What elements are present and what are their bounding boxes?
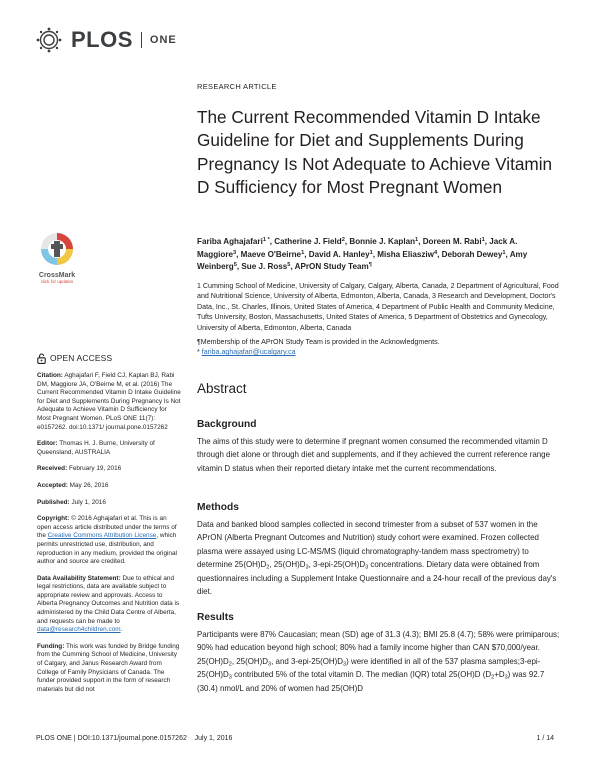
- page-number: 1 / 14: [536, 735, 554, 742]
- corresponding-email-link[interactable]: fariba.aghajafari@ucalgary.ca: [201, 348, 296, 357]
- crossmark-badge[interactable]: [38, 232, 76, 284]
- received-block: [37, 465, 182, 474]
- results-text-g: ) was 92.7 (30.4) nmol/L and 20% of women had 25(OH)D: [197, 670, 545, 693]
- author-name: Deborah Dewey: [441, 249, 503, 259]
- corresponding-star: *: [197, 348, 200, 357]
- open-access-label: OPEN ACCESS: [50, 353, 113, 364]
- author-name: Bonnie J. Kaplan: [349, 237, 416, 246]
- results-text-b: , 25(OH)D: [231, 656, 269, 666]
- results-text-e: contributed 5% of the total vitamin D. The median (IQR) total 25(OH)D (D: [231, 670, 492, 680]
- article-title: The Current Recommended Vitamin D Intake Guideline for Diet and Supplements During Pregnancy Is Not Adequate to Achieve Vitamin D Sufficiency for Most Pregnant Women: [197, 107, 553, 197]
- results-sub-epi-d3-b: 3: [228, 674, 232, 681]
- author-affiliation-sup: 1: [301, 249, 305, 256]
- author-name: Catherine J. Field: [274, 237, 342, 246]
- copyright-block: [37, 515, 182, 567]
- background-text: The aims of this study were to determine if pregnant women consumed the recommended vitamin D through diet alone or through diet and supplements, and if they achieved the current reference range vitamin D status when their reported dietary intake met the current recommendations.: [197, 437, 551, 473]
- received-label: Received:: [37, 465, 68, 473]
- plos-logo-icon: [36, 27, 66, 53]
- data-availability-label: Data Availability Statement:: [37, 574, 121, 582]
- crossmark-label: CrossMark: [38, 272, 76, 279]
- author-affiliation-sup: 1: [369, 249, 373, 256]
- footer-citation: PLOS ONE | DOI:10.1371/journal.pone.0157262 July 1, 2016: [36, 735, 233, 742]
- open-lock-icon: [37, 353, 46, 364]
- data-availability-block: [37, 575, 182, 635]
- received-date: February 19, 2016: [67, 465, 122, 473]
- results-sub-d2: 2: [228, 661, 232, 668]
- author-affiliation-sup: 1 *: [262, 236, 270, 243]
- published-block: [37, 499, 182, 508]
- affiliations: 1 Cumming School of Medicine, University of Calgary, Calgary, Alberta, Canada, 2 Department of Agricultural, Food and Nutritional Science, University of Alberta, Edmonton, Alberta, Canada, 3 Research and Development, Doctor's Data, Inc., St. Charles, Illinois, United States of America, 4 Department of Public Health and Community Medicine, Tufts University, Boston, Massachusetts, United States of America, 5 Department of Obstetrics and Gynecology, University of Alberta, Edmonton, Alberta, Canada: [197, 282, 559, 332]
- logo-divider: [141, 32, 142, 48]
- crossmark-icon: [40, 232, 74, 266]
- background-heading: Background: [197, 419, 257, 430]
- author-name: Amy Weinberg: [197, 249, 528, 272]
- author-affiliation-sup: ¶: [368, 262, 372, 269]
- license-link[interactable]: Creative Commons Attribution License: [47, 532, 157, 540]
- funding-label: Funding:: [37, 642, 65, 650]
- results-sub-epi-d3: 3: [343, 661, 347, 668]
- membership-note: ¶Membership of the APrON Study Team is provided in the Acknowledgments.: [197, 338, 440, 346]
- data-availability-text: Due to ethical and legal restrictions, data are available subject to appropriate review and approvals. Access to Alberta Pregnancy Outcomes and Nutrition data is administered by the Child Data Centre of Alberta, and requests can be made to: [37, 574, 180, 625]
- accepted-label: Accepted:: [37, 481, 68, 489]
- plos-logo[interactable]: [36, 27, 177, 53]
- editor-block: [37, 440, 182, 457]
- methods-heading: Methods: [197, 502, 239, 513]
- methods-text: [197, 518, 563, 598]
- journal-name: ONE: [149, 34, 177, 46]
- logo-wordmark: PLOS: [71, 27, 133, 52]
- author-affiliation-sup: 1: [502, 249, 506, 256]
- methods-text-a: Data and banked blood samples collected in second trimester from a subset of 537 women in the APrON (Alberta Pregnant Outcomes and Nutrition) study cohort were examined. Frozen collected plasma were assayed using LC-MS/MS (liquid chromatography-tandem mass spectrometry) to determine 25(OH)D: [197, 520, 539, 570]
- results-text-d: ) were identified in all of the 537 plasma samples;3-epi-25(OH)D: [197, 656, 541, 680]
- editor-label: Editor:: [37, 440, 58, 448]
- results-text-f: +D: [494, 670, 505, 680]
- accepted-date: May 26, 2016: [67, 481, 109, 489]
- funding-text: This work was funded by Bridge funding from the Cumming School of Medicine, University of Calgary, and Janus Research Award from College of Family Physicians of Canada. The funder provided support in the form of research materials but did not: [37, 642, 180, 693]
- author-notes: [197, 337, 557, 358]
- article-info-sidebar: [37, 353, 182, 702]
- author-list: Fariba Aghajafari$^{1 *}$, Catherine J. Field$^2$, Bonnie J. Kaplan$^1$, Doreen M. Rabi$^1$, Jack A. Maggiore$^3$, Maeve O'Beirne$^1$, David A. Hanley$^1$, Misha Eliasziw$^4$, Deborah Dewey$^1$, Amy Weinberg$^5$, Sue J. Ross$^5$, APrON Study Team¶: [197, 236, 528, 272]
- citation-block: [37, 372, 182, 432]
- published-date: July 1, 2016: [69, 498, 106, 506]
- data-request-email-link[interactable]: data@research4children.com: [37, 626, 121, 634]
- author-name: Doreen M. Rabi: [422, 237, 482, 246]
- author-name: Maeve O'Beirne: [240, 249, 302, 259]
- data-availability-end: .: [120, 626, 123, 634]
- author-affiliation-sup: 5: [233, 262, 237, 269]
- author-affiliation-sup: 1: [481, 236, 485, 243]
- citation-text: Aghajafari F, Field CJ, Kaplan BJ, Rabi DM, Maggiore JA, O'Beirne M, et al. (2016) The Current Recommended Vitamin D Intake Guideline for Diet and Supplements During Pregnancy Is Not Adequate to Achieve Vitamin D Sufficiency for Most Pregnant Women. PLoS ONE 11(7): e0157262. doi:10.1371/ journal.pone.0157262: [37, 372, 181, 431]
- results-heading: Results: [197, 612, 234, 623]
- author-name: Misha Eliasziw: [377, 249, 434, 259]
- corresponding-email-line: [197, 347, 557, 357]
- editor-text: Thomas H. J. Burne, University of Queensland, AUSTRALIA: [37, 440, 155, 456]
- author-name: Jack A. Maggiore: [197, 237, 518, 259]
- abstract-heading: Abstract: [197, 381, 247, 396]
- crossmark-sub: click for updates: [40, 279, 74, 284]
- author-affiliation-sup: 5: [287, 262, 291, 269]
- author-affiliation-sup: 2: [341, 236, 345, 243]
- citation-label: Citation:: [37, 372, 63, 379]
- methods-text-b: , 25(OH)D: [269, 560, 306, 570]
- author-name: Fariba Aghajafari: [197, 237, 263, 246]
- results-sub-total-d2: 2: [491, 674, 495, 681]
- results-sub-d3: 3: [268, 661, 272, 668]
- author-affiliation-sup: 1: [415, 236, 419, 243]
- methods-sub-d3: 3: [305, 564, 309, 571]
- methods-sub-d2: 2: [266, 564, 270, 571]
- methods-text-d: concentrations. Dietary data were obtained from questionnaires including a Supplement Intake Questionnaire and a 24-hour recall of the previous day's diet.: [197, 560, 557, 597]
- copyright-label: Copyright:: [37, 515, 70, 523]
- author-name: Sue J. Ross: [241, 262, 288, 272]
- accepted-block: [37, 482, 182, 491]
- results-text-a: Participants were 87% Caucasian; mean (SD) age of 31.3 (4.3); BMI 25.8 (4.7); 58% were primiparous; 90% had education beyond high school; 80% had a family income higher than CAN $70,000/year. 25(OH)D: [197, 630, 560, 666]
- results-sub-total-d3: 3: [504, 674, 508, 681]
- published-label: Published:: [37, 498, 70, 506]
- copyright-text-pre: © 2016 Aghajafari et al. This is an open access article distributed under the terms of the: [37, 515, 177, 540]
- author-name: David A. Hanley: [308, 249, 370, 259]
- results-text-c: , and 3-epi-25(OH)D: [271, 656, 344, 666]
- methods-text-c: , 3-epi-25(OH)D: [308, 560, 366, 570]
- results-text: [197, 628, 563, 695]
- funding-block: [37, 643, 182, 695]
- open-access-badge: [37, 353, 182, 364]
- methods-sub-epi-d3: 3: [365, 564, 369, 571]
- author-name: APrON Study Team: [294, 262, 369, 272]
- copyright-text-post: , which permits unrestricted use, distribution, and reproduction in any medium, provided the original author and source are credited.: [37, 532, 177, 566]
- article-type: RESEARCH ARTICLE: [197, 82, 277, 91]
- author-affiliation-sup: 3: [232, 249, 237, 256]
- author-affiliation-sup: 4: [433, 249, 438, 256]
